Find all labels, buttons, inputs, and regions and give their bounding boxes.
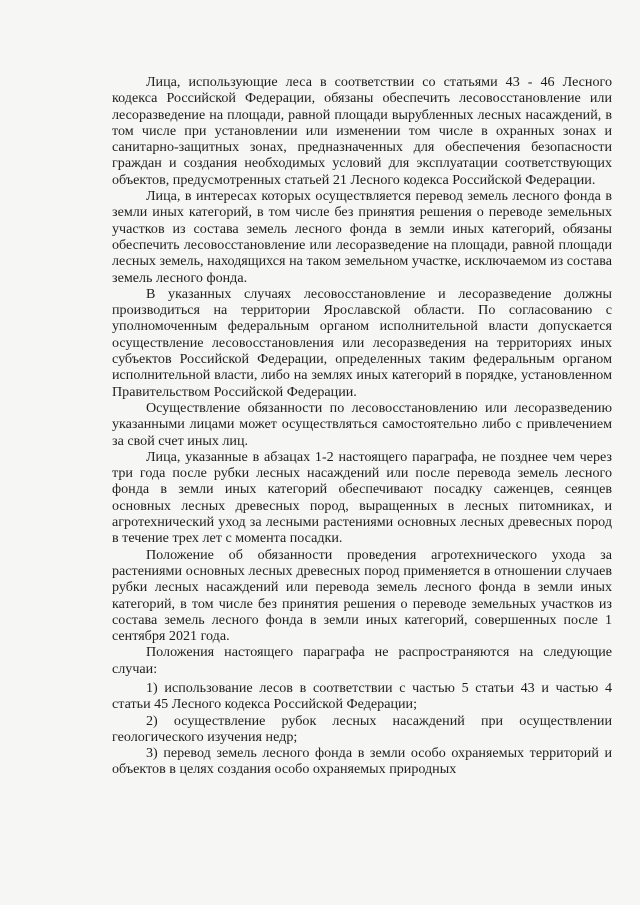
paragraph-6: Положение об обязанности проведения агротехнического ухода за растениями основных лесных древесных пород применяется в отношении случаев рубки лесных насаждений или перевода земель лесного фонда в земли иных категорий, в том числе без принятия решения о переводе земельных участков из состава земель лесного фонда в земли иных категорий, совершенных после 1 сентября 2021 года. <box>112 546 612 645</box>
list-item-1: 1) использование лесов в соответствии с частью 5 статьи 43 и частью 4 статьи 45 Лесного кодекса Российской Федерации; <box>112 679 612 713</box>
paragraph-2: Лица, в интересах которых осуществляется перевод земель лесного фонда в земли иных категорий, в том числе без принятия решения о переводе земельных участков из состава земель лесного фонда в земли иных категорий, обязаны обеспечить лесовосстановление или лесоразведение на площади, равной площади лесных земель, находящихся на таком земельном участке, исключаемом из состава земель лесного фонда. <box>112 188 612 286</box>
document-body <box>112 74 612 778</box>
paragraph-1: Лица, использующие леса в соответствии со статьями 43 - 46 Лесного кодекса Российской Федерации, обязаны обеспечить лесовосстановление или лесоразведение на площади, равной площади вырубленных лесных насаждений, в том числе при установлении или изменении том числе в охранных зонах и санитарно-защитных зонах, предназначенных для обеспечения безопасности граждан и создания необходимых условий для эксплуатации соответствующих объектов, предусмотренных статьей 21 Лесного кодекса Российской Федерации. <box>112 74 612 188</box>
paragraph-7: Положения настоящего параграфа не распространяются на следующие случаи: <box>112 644 612 677</box>
paragraph-4: Осуществление обязанности по лесовосстановлению или лесоразведению указанными лицами может осуществляться самостоятельно либо с привлечением за свой счет иных лиц. <box>112 399 612 449</box>
list-item-3: 3) перевод земель лесного фонда в земли особо охраняемых территорий и объектов в целях создания особо охраняемых природных <box>112 745 612 778</box>
paragraph-5: Лица, указанные в абзацах 1-2 настоящего параграфа, не позднее чем через три года после рубки лесных насаждений или после перевода земель лесного фонда в земли иных категорий обеспечивают посадку саженцев, сеянцев основных лесных древесных пород, выращенных в лесных питомниках, и агротехнический уход за лесными растениями основных лесных древесных пород в течение трех лет с момента посадки. <box>112 448 612 547</box>
list-item-2: 2) осуществление рубок лесных насаждений при осуществлении геологического изучения недр; <box>112 712 612 745</box>
paragraph-3: В указанных случаях лесовосстановление и лесоразведение должны производиться на территории Ярославской области. По согласованию с уполномоченным федеральным органом исполнительной власти допускается осуществление лесовосстановления или лесоразведения на территориях иных субъектов Российской Федерации, определенных таким федеральным органом исполнительной власти, либо на землях иных категорий в порядке, установленном Правительством Российской Федерации. <box>112 285 612 400</box>
